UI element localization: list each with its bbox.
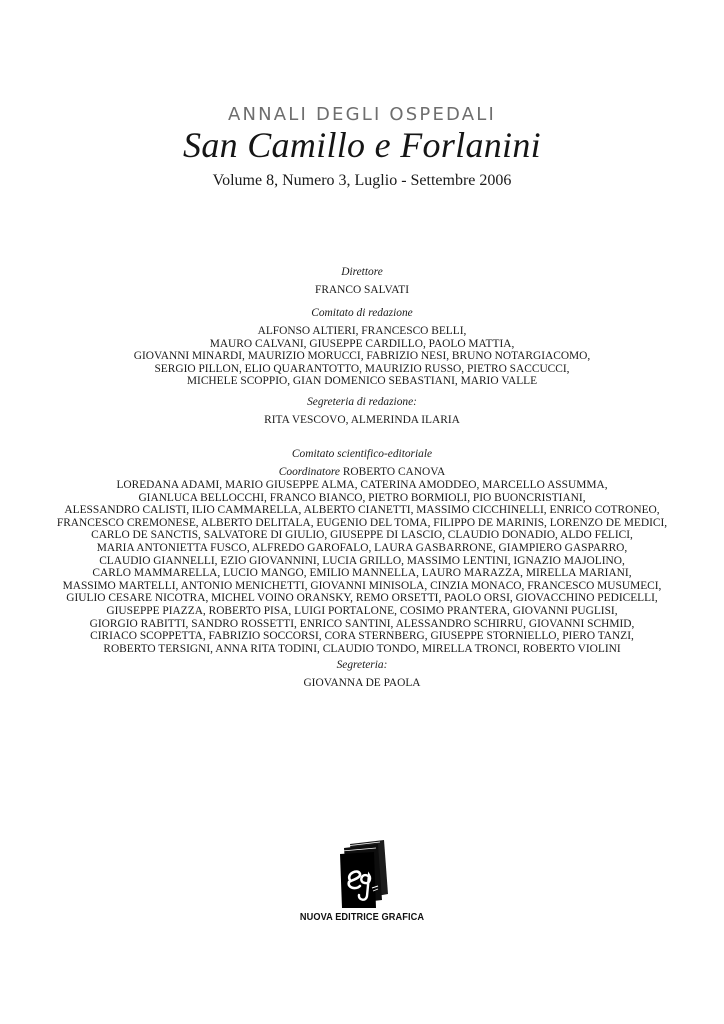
publisher-name: NUOVA EDITRICE GRAFICA bbox=[299, 912, 425, 923]
scientific-committee-line: ALESSANDRO CALISTI, ILIO CAMMARELLA, ALBERTO CIANETTI, MASSIMO CICCHINELLI, ENRICO COTRONEO, bbox=[64, 504, 660, 517]
scientific-committee-line: CARLO MAMMARELLA, LUCIO MANGO, EMILIO MANNELLA, LAURO MARAZZA, MIRELLA MARIANI, bbox=[92, 567, 632, 580]
scientific-committee-line: MARIA ANTONIETTA FUSCO, ALFREDO GAROFALO, LAURA GASBARRONE, GIAMPIERO GASPARRO, bbox=[96, 541, 628, 554]
scientific-committee-line: MASSIMO MARTELLI, ANTONIO MENICHETTI, GIOVANNI MINISOLA, CINZIA MONACO, FRANCESCO MUSUMECI, bbox=[62, 579, 662, 592]
scientific-committee-line: ROBERTO TERSIGNI, ANNA RITA TODINI, CLAUDIO TONDO, MIRELLA TRONCI, ROBERTO VIOLINI bbox=[103, 642, 621, 655]
editorial-secretariat-names: RITA VESCOVO, ALMERINDA ILARIA bbox=[264, 414, 460, 426]
scientific-committee-line: CARLO DE SANCTIS, SALVATORE DI GIULIO, GIUSEPPE DI LASCIO, CLAUDIO DONADIO, ALDO FELICI, bbox=[91, 529, 633, 542]
director-section bbox=[0, 266, 724, 297]
editorial-committee-line: SERGIO PILLON, ELIO QUARANTOTTO, MAURIZIO RUSSO, PIETRO SACCUCCI, bbox=[154, 362, 570, 375]
scientific-committee-line: CIRIACO SCOPPETTA, FABRIZIO SOCCORSI, CORA STERNBERG, GIUSEPPE STORNIELLO, PIERO TANZI, bbox=[90, 630, 634, 643]
secretariat-label: Segreteria: bbox=[336, 659, 388, 671]
journal-title: San Camillo e Forlanini bbox=[183, 125, 541, 165]
scientific-committee-line: GIANLUCA BELLOCCHI, FRANCO BIANCO, PIETRO BORMIOLI, PIO BUONCRISTIANI, bbox=[138, 491, 586, 504]
scientific-committee-line: CLAUDIO GIANNELLI, EZIO GIOVANNINI, LUCIA GRILLO, MASSIMO LENTINI, IGNAZIO MAJOLINO, bbox=[99, 554, 625, 567]
coordinator-label: Coordinatore bbox=[278, 466, 340, 478]
editorial-committee-section bbox=[0, 307, 724, 388]
scientific-committee-section bbox=[0, 448, 724, 655]
editorial-committee-line: ALFONSO ALTIERI, FRANCESCO BELLI, bbox=[257, 325, 467, 337]
editorial-committee-line: GIOVANNI MINARDI, MAURIZIO MORUCCI, FABRIZIO NESI, BRUNO NOTARGIACOMO, bbox=[133, 350, 591, 363]
coordinator-line bbox=[0, 466, 724, 479]
scientific-committee-line: GIORGIO RABITTI, SANDRO ROSSETTI, ENRICO SANTINI, ALESSANDRO SCHIRRU, GIOVANNI SCHMID, bbox=[89, 617, 635, 630]
secretariat-name: GIOVANNA DE PAOLA bbox=[303, 677, 421, 689]
editorial-committee-line: MAURO CALVANI, GIUSEPPE CARDILLO, PAOLO MATTIA, bbox=[209, 337, 515, 350]
coordinator-name: ROBERTO CANOVA bbox=[342, 466, 446, 478]
editorial-secretariat-section bbox=[0, 396, 724, 427]
director-label: Direttore bbox=[341, 266, 383, 278]
scientific-committee-label: Comitato scientifico-editoriale bbox=[291, 448, 433, 460]
volume-issue-line: Volume 8, Numero 3, Luglio - Settembre 2006 bbox=[212, 172, 512, 189]
scientific-committee-line: GIUSEPPE PIAZZA, ROBERTO PISA, LUIGI PORTALONE, COSIMO PRANTERA, GIOVANNI PUGLISI, bbox=[106, 604, 618, 617]
journal-header-line: ANNALI DEGLI OSPEDALI bbox=[227, 104, 497, 125]
editorial-secretariat-label: Segreteria di redazione: bbox=[307, 396, 417, 408]
editorial-committee-line: MICHELE SCOPPIO, GIAN DOMENICO SEBASTIANI, MARIO VALLE bbox=[186, 375, 538, 388]
publisher-logo-icon bbox=[332, 838, 392, 910]
editorial-committee-label: Comitato di redazione bbox=[311, 307, 413, 319]
scientific-committee-line: GIULIO CESARE NICOTRA, MICHEL VOINO ORANSKY, REMO ORSETTI, PAOLO ORSI, GIOVACCHINO PEDICELLI, bbox=[66, 592, 658, 605]
secretariat-section bbox=[0, 659, 724, 690]
director-name: FRANCO SALVATI bbox=[315, 284, 409, 296]
scientific-committee-line: LOREDANA ADAMI, MARIO GIUSEPPE ALMA, CATERINA AMODDEO, MARCELLO ASSUMMA, bbox=[116, 479, 608, 491]
scientific-committee-line: FRANCESCO CREMONESE, ALBERTO DELITALA, EUGENIO DEL TOMA, FILIPPO DE MARINIS, LORENZO DE MEDICI, bbox=[56, 516, 668, 529]
